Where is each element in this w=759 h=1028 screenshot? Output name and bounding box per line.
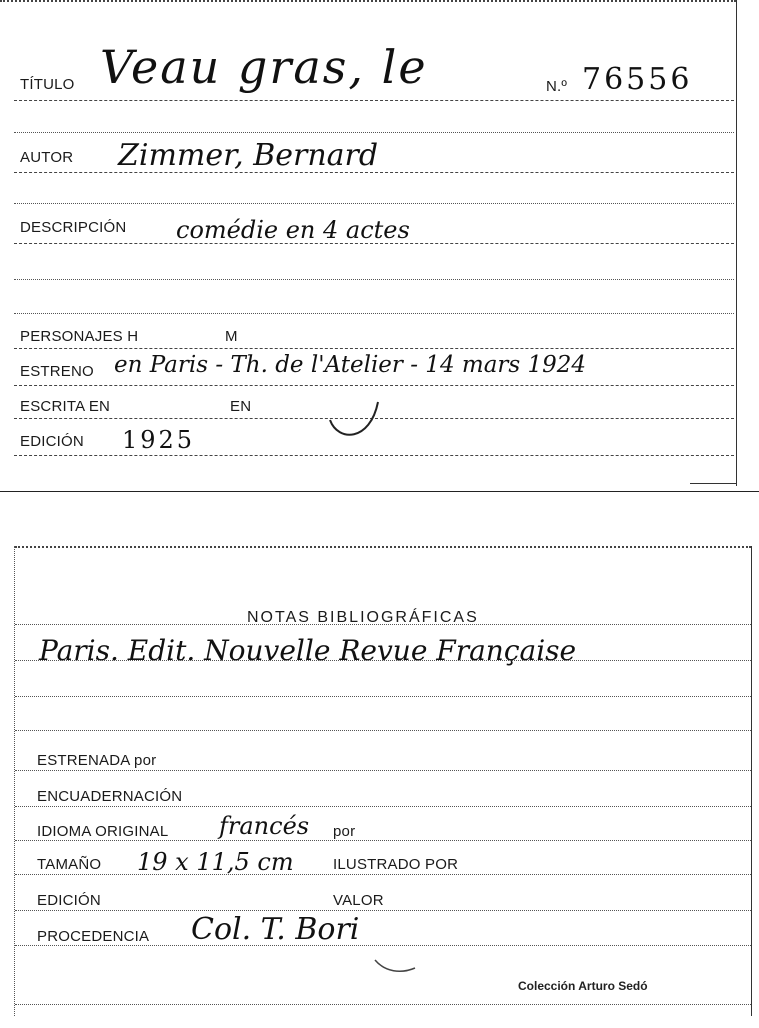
titulo-rule: [14, 100, 734, 101]
idioma-value: francés: [219, 812, 310, 840]
personajes-rule: [14, 348, 734, 349]
tamano-value: 19 x 11,5 cm: [137, 848, 294, 876]
card-bottom-edge: [15, 546, 751, 548]
en-label: EN: [230, 398, 252, 415]
edicion-value: 1925: [122, 426, 196, 454]
notas-rule-4: [15, 730, 751, 731]
edicion-rule: [14, 455, 734, 456]
descripcion-label: DESCRIPCIÓN: [20, 219, 127, 236]
rule-2: [14, 132, 734, 133]
notas-value: Paris. Edit. Nouvelle Revue Française: [39, 634, 577, 667]
tamano-rule: [15, 874, 751, 875]
autor-rule: [14, 172, 734, 173]
escrita-label: ESCRITA EN: [20, 398, 111, 415]
card-top-edge: [0, 0, 736, 2]
idioma-label: IDIOMA ORIGINAL: [37, 823, 169, 840]
autor-label: AUTOR: [20, 149, 74, 166]
ilustrado-label: ILUSTRADO POR: [333, 856, 459, 873]
notas-heading: NOTAS BIBLIOGRÁFICAS: [247, 609, 479, 626]
catalog-card-top: [0, 0, 737, 486]
procedencia-rule: [15, 945, 751, 946]
descripcion-rule: [14, 243, 734, 244]
m-label: M: [225, 328, 238, 345]
numero-value: 76556: [582, 62, 693, 97]
numero-label: N.º: [546, 78, 568, 95]
catalog-card-bottom: [14, 546, 752, 1016]
rule-6: [14, 279, 734, 280]
edicion-bottom-rule: [15, 910, 751, 911]
card-separator: [0, 491, 759, 492]
procedencia-value: Col. T. Bori: [191, 912, 360, 947]
estreno-rule: [14, 385, 734, 386]
notas-rule-2: [15, 660, 751, 661]
idioma-rule: [15, 840, 751, 841]
edicion-label: EDICIÓN: [20, 433, 84, 450]
estreno-label: ESTRENO: [20, 363, 94, 380]
footer-rule: [15, 1004, 751, 1005]
pencil-mark-bottom: [371, 954, 421, 978]
encuadernacion-label: ENCUADERNACIÓN: [37, 788, 183, 805]
pencil-mark: [318, 398, 388, 448]
notas-rule-1: [15, 624, 751, 625]
por-label: por: [333, 823, 356, 840]
personajes-label: PERSONAJES H: [20, 328, 139, 345]
descripcion-value: comédie en 4 actes: [176, 216, 410, 244]
tamano-label: TAMAÑO: [37, 856, 102, 873]
notas-rule-3: [15, 696, 751, 697]
autor-value: Zimmer, Bernard: [118, 138, 379, 173]
estreno-value: en Paris - Th. de l'Atelier - 14 mars 1924: [114, 352, 587, 378]
encuadernacion-rule: [15, 806, 751, 807]
estrenada-label: ESTRENADA por: [37, 752, 157, 769]
valor-label: VALOR: [333, 892, 384, 909]
estrenada-rule: [15, 770, 751, 771]
titulo-label: TÍTULO: [20, 76, 75, 93]
collection-footer: Colección Arturo Sedó: [518, 979, 648, 993]
rule-4: [14, 203, 734, 204]
edicion-bottom-label: EDICIÓN: [37, 892, 101, 909]
procedencia-label: PROCEDENCIA: [37, 928, 150, 945]
card-top-bottom-rule: [690, 483, 736, 484]
rule-7: [14, 313, 734, 314]
titulo-value: Veau gras, le: [100, 40, 428, 94]
